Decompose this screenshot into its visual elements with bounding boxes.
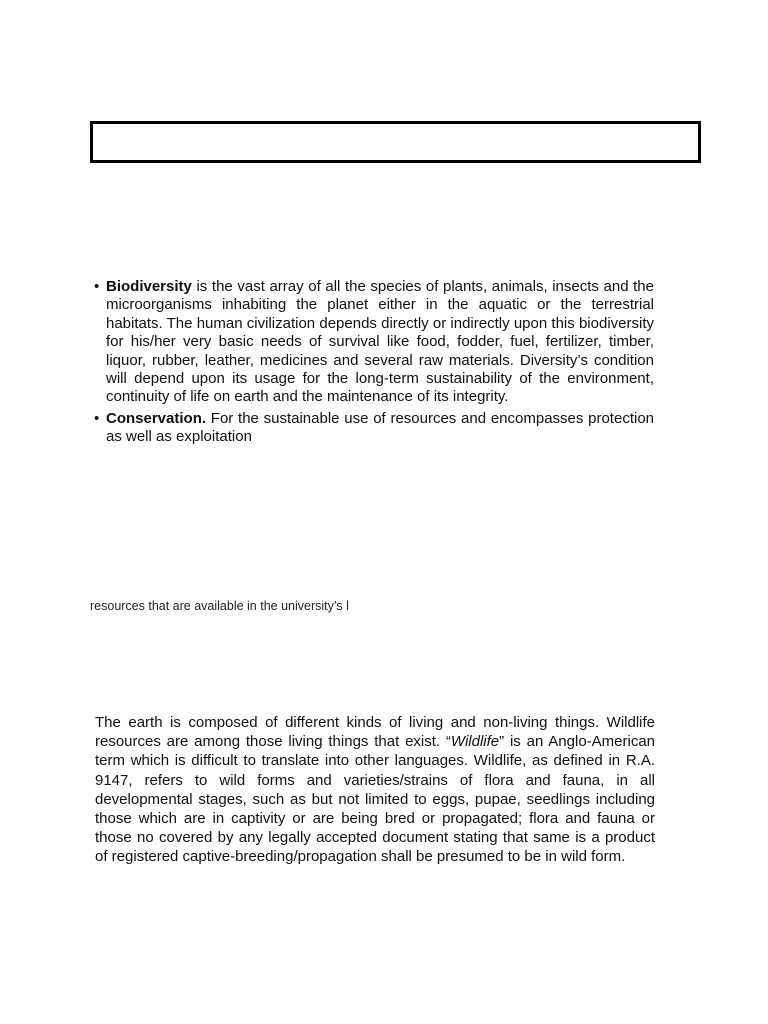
title-box xyxy=(90,121,701,163)
wildlife-paragraph xyxy=(95,713,655,867)
paragraph-italic-term: Wildlife xyxy=(450,733,500,751)
bullet-icon: • xyxy=(94,278,100,295)
caption-text: resources that are available in the university’s l xyxy=(90,599,349,613)
list-item-biodiversity xyxy=(94,278,654,407)
paragraph-part-1: The earth is composed of different kinds of living and non-living things. Wildlife resources are among those living things that exist. “ xyxy=(95,714,655,751)
definition-conservation: For the sustainable use of resources and encompasses protection as well as exploitation xyxy=(106,409,654,446)
term-biodiversity: Biodiversity xyxy=(106,278,192,295)
list-item-conservation xyxy=(94,410,654,447)
paragraph-part-2: ” is an Anglo-American term which is difficult to translate into other languages. Wildlife, as defined in R.A. 9147, refers to wild forms and varieties/strains of flora and fauna, in all developmental stages, such as but not limited to eggs, pupae, seedlings including those which are in captivity or are being bred or propagated; flora and fauna or those no covered by any legally accepted document stating that same is a product of registered captive-breeding/propagation shall be presumed to be in wild form. xyxy=(95,733,656,866)
definitions-list xyxy=(94,278,654,450)
definition-biodiversity: is the vast array of all the species of plants, animals, insects and the microorganisms inhabiting the planet either in the aquatic or the terrestrial habitats. The human civilization depends directly or indirectly upon this biodiversity for his/her very basic needs of survival like food, fodder, fuel, fertilizer, timber, liquor, rubber, leather, medicines and several raw materials. Diversity’s condition will depend upon its usage for the long-term sustainability of the environment, continuity of life on earth and the maintenance of its integrity. xyxy=(106,278,654,406)
bullet-icon: • xyxy=(94,409,100,427)
term-conservation: Conservation. xyxy=(106,409,207,427)
